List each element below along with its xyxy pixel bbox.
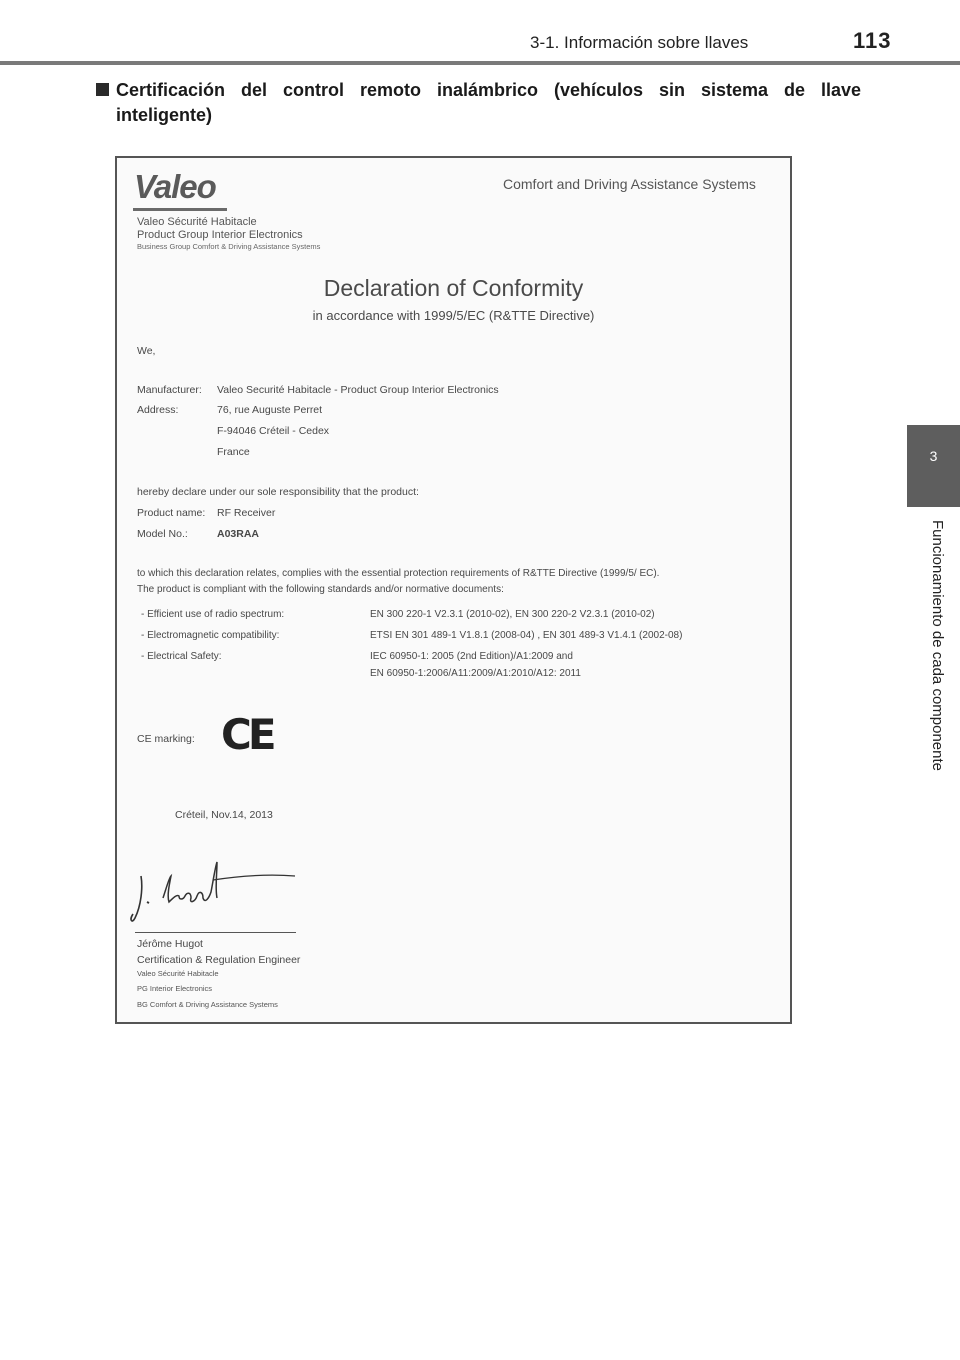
handwritten-signature [129, 858, 309, 928]
place-date: Créteil, Nov.14, 2013 [175, 809, 273, 821]
chapter-number: 3 [929, 448, 938, 464]
declaration-document-image [115, 156, 792, 1024]
model-no-label: Model No.: [137, 528, 188, 540]
we-text: We, [137, 345, 156, 357]
standard-value: ETSI EN 301 489-1 V1.8.1 (2008-04) , EN 301 489-3 V1.4.1 (2002-08) [370, 630, 683, 641]
manufacturer-value: Valeo Securité Habitacle - Product Group Interior Electronics [217, 384, 499, 396]
page-header [0, 0, 960, 66]
standard-label: - Electromagnetic compatibility: [141, 630, 280, 641]
model-no-value: A03RAA [217, 528, 260, 540]
heading-line-1: Certificación del control remoto inalámbrico (vehículos sin sistema de llave [116, 80, 861, 100]
header-rule [0, 61, 960, 65]
signatory-business-group: BG Comfort & Driving Assistance Systems [137, 1000, 278, 1009]
address-label: Address: [137, 404, 179, 416]
standard-value-cont: EN 60950-1:2006/A11:2009/A1:2010/A12: 2011 [370, 668, 581, 679]
product-name-value: RF Receiver [217, 507, 276, 519]
signatory-name: Jérôme Hugot [137, 938, 203, 950]
chapter-tab [907, 425, 960, 507]
address-line-3: France [217, 446, 250, 458]
signatory-group: PG Interior Electronics [137, 984, 213, 993]
valeo-logo: Valeo [134, 168, 216, 205]
org-line-2: Product Group Interior Electronics [137, 229, 303, 241]
signatory-company: Valeo Sécurité Habitacle [137, 969, 219, 978]
product-name-label: Product name: [137, 507, 206, 519]
compliance-line-1: to which this declaration relates, complies with the essential protection requirements of R&TTE Directive (1999/5/ EC). [137, 568, 660, 579]
address-line-1: 76, rue Auguste Perret [217, 404, 323, 416]
page-number: 113 [853, 28, 892, 53]
document-subtitle: in accordance with 1999/5/EC (R&TTE Directive) [312, 308, 595, 323]
chapter-label: Funcionamiento de cada componente [929, 520, 946, 772]
manufacturer-label: Manufacturer: [137, 384, 202, 396]
ce-mark-icon: CE [221, 710, 273, 759]
standard-value: EN 300 220-1 V2.3.1 (2010-02), EN 300 220-2 V2.3.1 (2010-02) [370, 609, 655, 620]
section-title: 3-1. Información sobre llaves [530, 33, 749, 52]
org-line-3: Business Group Comfort & Driving Assistance Systems [137, 242, 321, 251]
standard-value: IEC 60950-1: 2005 (2nd Edition)/A1:2009 and [370, 651, 573, 662]
ce-label: CE marking: [137, 733, 195, 745]
org-line-1: Valeo Sécurité Habitacle [137, 216, 257, 228]
standard-label: - Efficient use of radio spectrum: [141, 609, 285, 620]
address-line-2: F-94046 Créteil - Cedex [217, 425, 330, 437]
logo-swoosh [133, 208, 227, 211]
signature-line [135, 932, 296, 933]
declare-text: hereby declare under our sole responsibility that the product: [137, 486, 419, 498]
company-tagline: Comfort and Driving Assistance Systems [503, 176, 756, 192]
standard-label: - Electrical Safety: [141, 651, 222, 662]
square-bullet-icon [96, 83, 109, 96]
document-title: Declaration of Conformity [323, 275, 584, 301]
compliance-line-2: The product is compliant with the following standards and/or normative documents: [137, 584, 504, 595]
signatory-title: Certification & Regulation Engineer [137, 954, 301, 966]
heading-line-2: inteligente) [116, 105, 213, 125]
